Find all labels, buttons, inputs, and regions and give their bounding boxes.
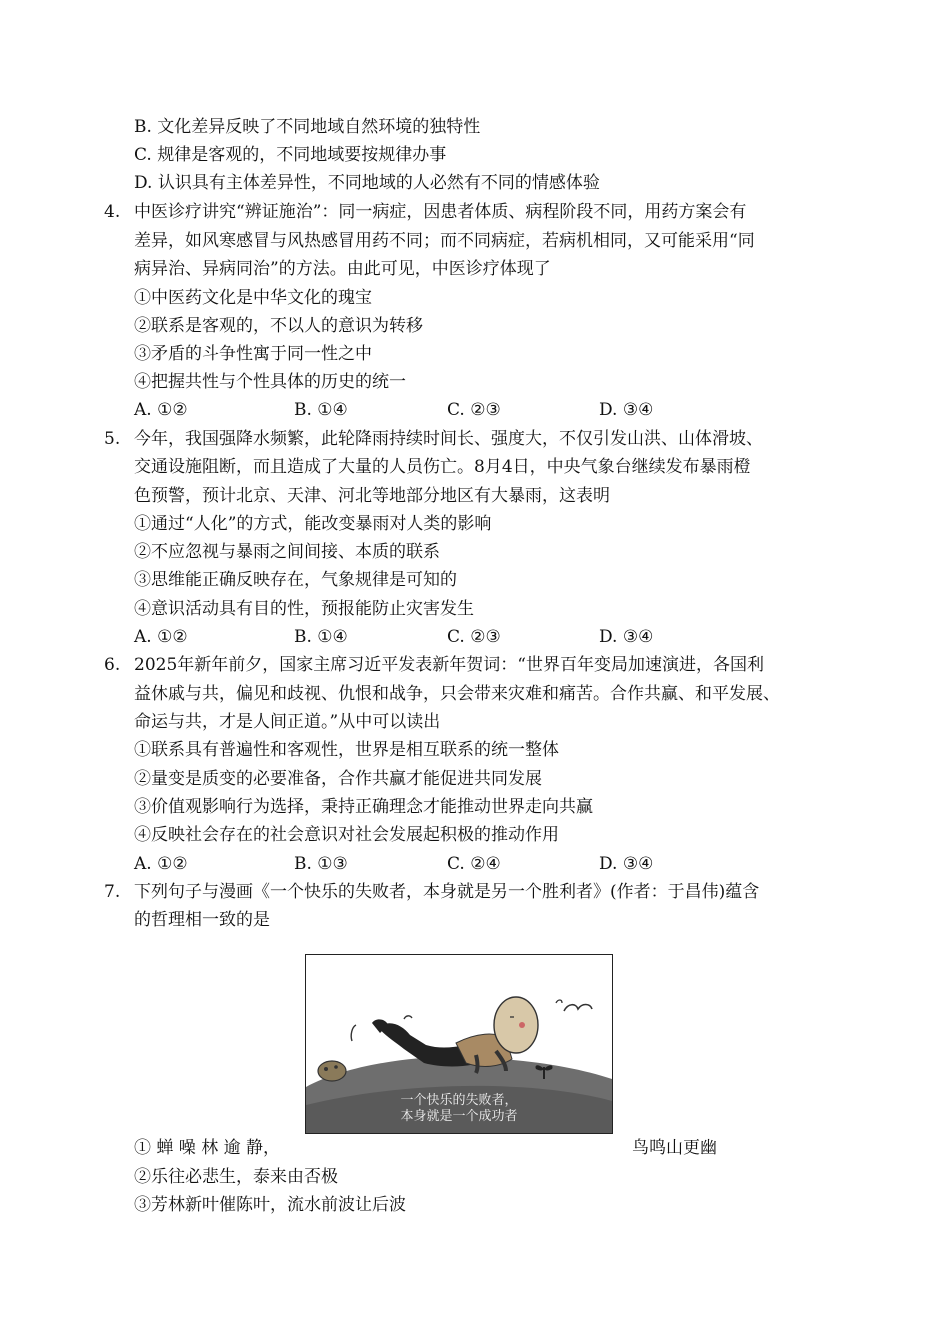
q5-item: ④意识活动具有目的性，预报能防止灾害发生 [134,599,474,619]
q6-option-a: A. ①② [134,854,188,874]
q6-item: ②量变是质变的必要准备，合作共赢才能促进共同发展 [134,769,542,789]
q4-option-b: B. ①④ [294,400,348,420]
q7-item-1-right: 鸟鸣山更幽 [632,1138,717,1158]
q5-stem-line: 交通设施阻断，而且造成了大量的人员伤亡。8月4日，中央气象台继续发布暴雨橙 [134,457,751,477]
q4-item: ②联系是客观的，不以人的意识为转移 [134,316,423,336]
q5-item: ②不应忽视与暴雨之间间接、本质的联系 [134,542,440,562]
stone [318,1061,346,1081]
q7-number: 7. [104,882,121,902]
q3-option-b: B. 文化差异反映了不同地域自然环境的独特性 [134,117,481,137]
q4-item: ①中医药文化是中华文化的瑰宝 [134,288,372,308]
bird-icon [564,1005,592,1012]
stone-spot [334,1065,338,1069]
q7-stem-line: 下列句子与漫画《一个快乐的失败者，本身就是另一个胜利者》(作者：于昌伟)蕴含 [134,882,760,902]
person-cheek [519,1022,525,1028]
cartoon-caption-line: 一个快乐的失败者， [400,1093,518,1108]
q5-item: ③思维能正确反映存在，气象规律是可知的 [134,570,457,590]
q6-option-c: C. ②④ [447,854,501,874]
q5-option-b: B. ①④ [294,627,348,647]
person-head [494,997,538,1053]
q4-option-d: D. ③④ [599,400,654,420]
q7-item-1-left: ① 蝉 噪 林 逾 静， [134,1138,281,1158]
q6-item: ①联系具有普遍性和客观性，世界是相互联系的统一整体 [134,740,559,760]
q6-stem-line: 益休戚与共，偏见和歧视、仇恨和战争，只会带来灾难和痛苦。合作共赢、和平发展、 [134,684,780,704]
q4-number: 4. [104,202,121,222]
motion-mark [404,1016,412,1019]
person-arm [476,1055,478,1073]
q6-option-d: D. ③④ [599,854,654,874]
q5-stem-line: 色预警，预计北京、天津、河北等地部分地区有大暴雨，这表明 [134,486,610,506]
cartoon-caption-line: 本身就是一个成功者 [400,1109,518,1124]
q4-stem-line: 中医诊疗讲究“辨证施治”：同一病症，因患者体质、病程阶段不同，用药方案会有 [134,202,747,222]
q6-stem-line: 命运与共，才是人间正道。”从中可以读出 [134,712,441,732]
q4-option-a: A. ①② [134,400,188,420]
q7-stem-line: 的哲理相一致的是 [134,910,270,930]
q5-option-d: D. ③④ [599,627,654,647]
motion-mark [351,1025,356,1041]
q5-option-a: A. ①② [134,627,188,647]
q6-item: ④反映社会存在的社会意识对社会发展起积极的推动作用 [134,825,559,845]
bird-trail [556,1000,562,1003]
q5-stem-line: 今年，我国强降水频繁，此轮降雨持续时间长、强度大，不仅引发山洪、山体滑坡、 [134,429,763,449]
q3-option-d: D. 认识具有主体差异性，不同地域的人必然有不同的情感体验 [134,173,600,193]
stone-spot [324,1067,328,1071]
q5-option-c: C. ②③ [447,627,501,647]
q6-option-b: B. ①③ [294,854,348,874]
q7-item: ②乐往必悲生，泰来由否极 [134,1167,338,1187]
q6-item: ③价值观影响行为选择，秉持正确理念才能推动世界走向共赢 [134,797,593,817]
q4-stem-line: 病异治、异病同治”的方法。由此可见，中医诊疗体现了 [134,259,551,279]
q4-option-c: C. ②③ [447,400,501,420]
q6-number: 6. [104,655,121,675]
q6-stem-line: 2025年新年前夕，国家主席习近平发表新年贺词：“世界百年变局加速演进，各国利 [134,655,764,675]
q3-option-c: C. 规律是客观的，不同地域要按规律办事 [134,145,447,165]
q4-stem-line: 差异，如风寒感冒与风热感冒用药不同；而不同病症，若病机相同，又可能采用“同 [134,231,755,251]
q7-item: ③芳林新叶催陈叶，流水前波让后波 [134,1195,406,1215]
q4-item: ③矛盾的斗争性寓于同一性之中 [134,344,372,364]
q5-item: ①通过“人化”的方式，能改变暴雨对人类的影响 [134,514,492,534]
q4-item: ④把握共性与个性具体的历史的统一 [134,372,406,392]
q5-number: 5. [104,429,121,449]
cartoon-illustration [305,954,613,1134]
